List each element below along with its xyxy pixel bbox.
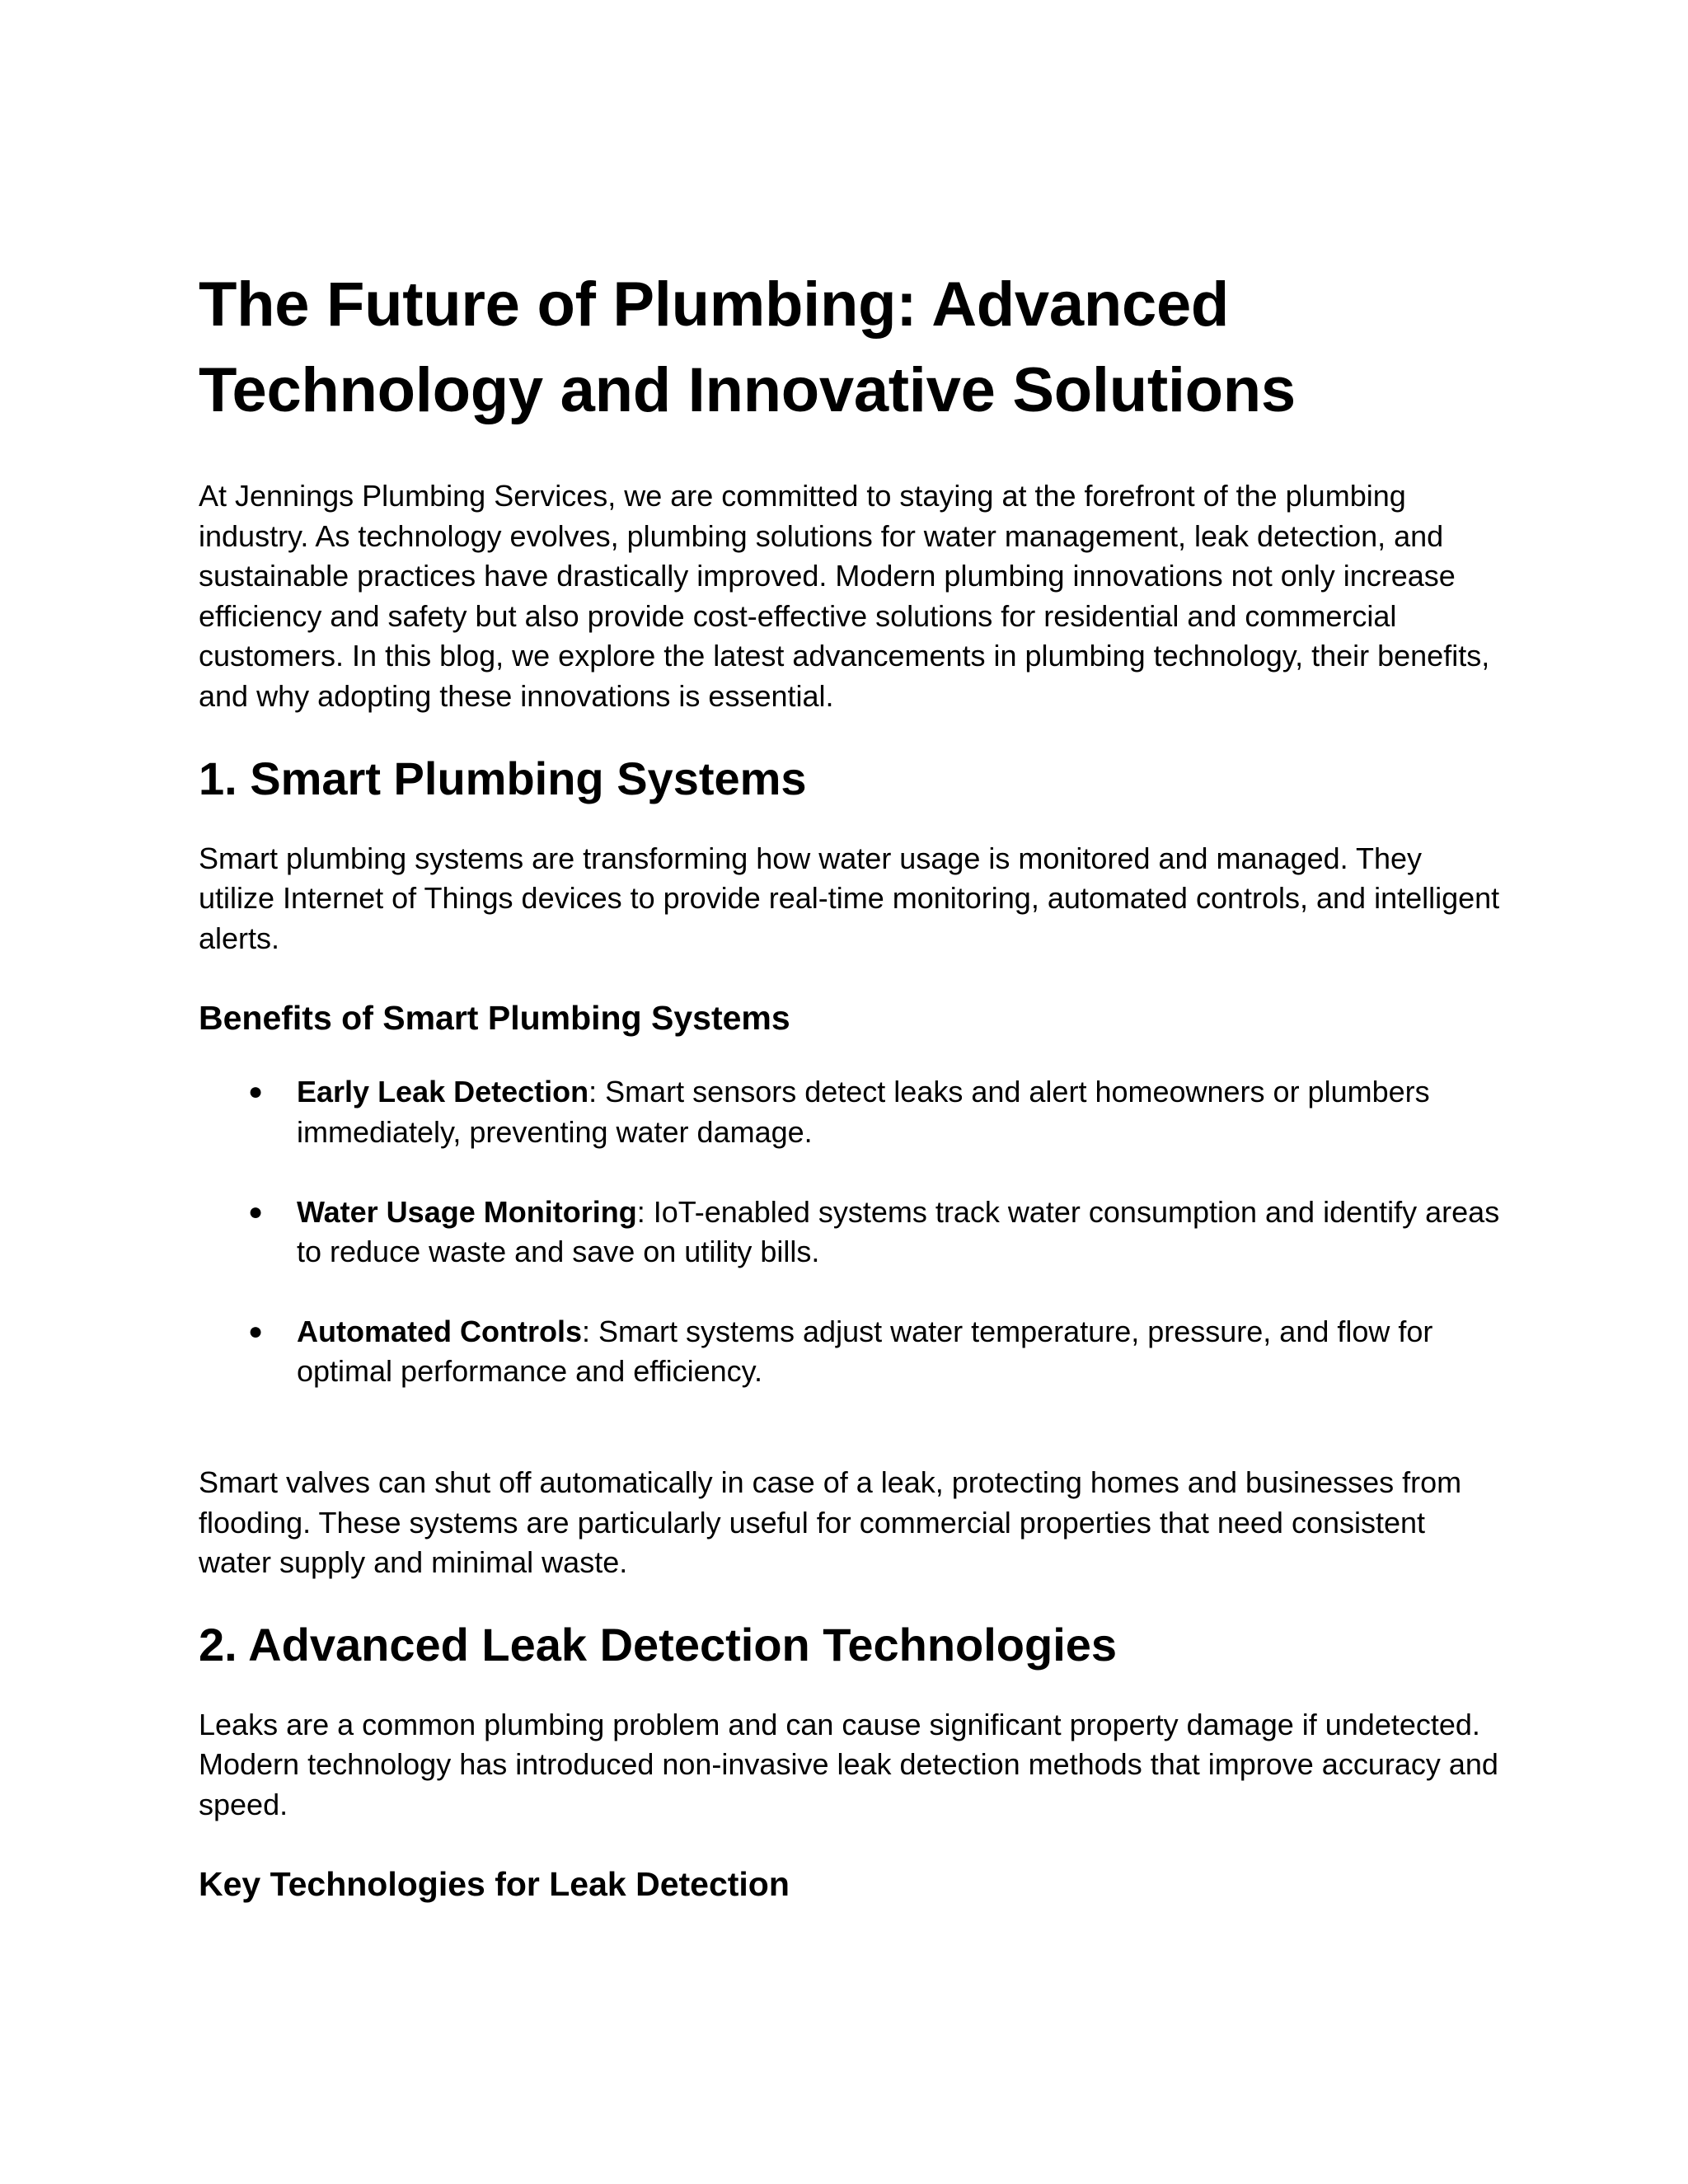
list-item-term: Early Leak Detection [297, 1075, 589, 1109]
leak-detection-paragraph: Leaks are a common plumbing problem and can cause significant property damage if undetected. Modern technology has introduced non-invasive leak detection methods that improve accuracy and speed. [199, 1707, 1498, 1821]
section-heading-leak-detection: 2. Advanced Leak Detection Technologies [199, 1618, 1118, 1671]
intro-paragraph: At Jennings Plumbing Services, we are committed to staying at the forefront of the plumbing industry. As technology evolves, plumbing solutions for water management, leak detection, and sustainable practices have drastically improved. Modern plumbing innovations not only increase efficiency and safety but also provide cost-effective solutions for residential and commercial customers. In this blog, we explore the latest advancements in plumbing technology, their benefits, and why adopting these innovations is essential. [199, 479, 1490, 713]
bullet-icon: ● [248, 1317, 264, 1345]
section-heading-smart-plumbing: 1. Smart Plumbing Systems [199, 752, 807, 804]
list-item-text: : Smart sensors detect leaks and alert homeowners or plumbers immediately, preventing water damage. [297, 1075, 1430, 1149]
subheading-benefits: Benefits of Smart Plumbing Systems [199, 999, 790, 1038]
list-item-term: Automated Controls [297, 1314, 582, 1348]
list-item-term: Water Usage Monitoring [297, 1194, 637, 1229]
benefits-list [199, 1072, 1501, 1392]
list-item [199, 1312, 1501, 1392]
page-title: The Future of Plumbing: Advanced Technology and Innovative Solutions [199, 269, 1296, 425]
smart-plumbing-paragraph: Smart plumbing systems are transforming how water usage is monitored and managed. They utilize Internet of Things devices to provide real-time monitoring, automated controls, and intelligent alerts. [199, 841, 1500, 955]
list-item-text: : IoT-enabled systems track water consumption and identify areas to reduce waste and save on utility bills. [297, 1194, 1500, 1269]
list-item [199, 1072, 1501, 1152]
bullet-icon: ● [248, 1078, 264, 1106]
subheading-key-technologies: Key Technologies for Leak Detection [199, 1865, 790, 1904]
bullet-icon: ● [248, 1197, 264, 1226]
list-item [199, 1193, 1501, 1272]
document-page [199, 262, 1501, 1905]
smart-valves-paragraph: Smart valves can shut off automatically in case of a leak, protecting homes and businesses from flooding. These systems are particularly useful for commercial properties that need consistent water supply and minimal waste. [199, 1465, 1462, 1580]
list-item-text: : Smart systems adjust water temperature, pressure, and flow for optimal performance and efficiency. [297, 1314, 1433, 1389]
